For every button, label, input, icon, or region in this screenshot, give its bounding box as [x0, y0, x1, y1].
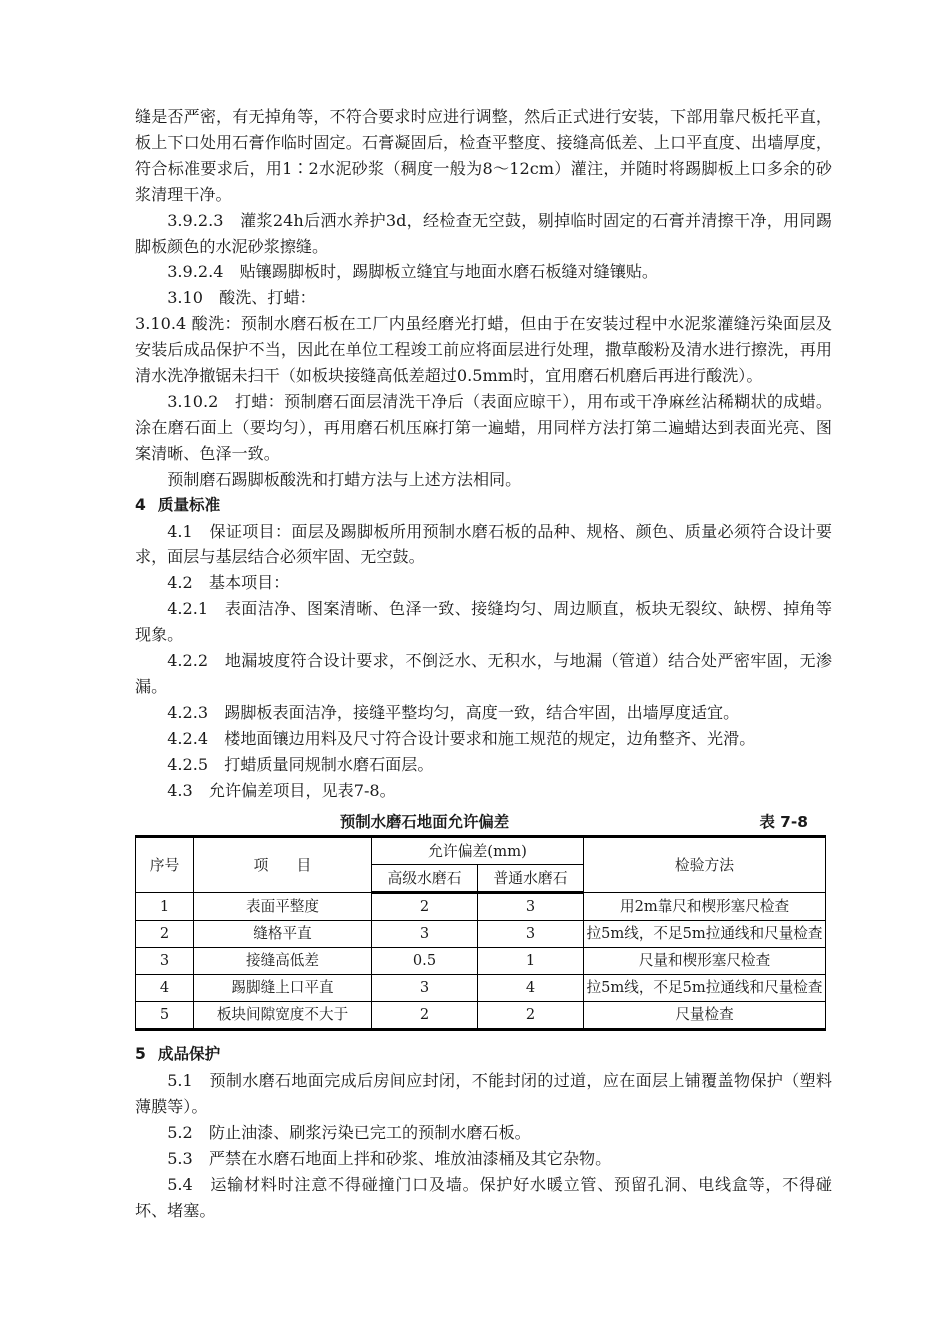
table-row [136, 1002, 826, 1030]
paragraph-3-9-2-4: 3.9.2.4 贴镶踢脚板时，踢脚板立缝宜与地面水磨石板缝对缝镶贴。 [167, 262, 659, 282]
section-heading-quality [135, 493, 832, 519]
table-header-deviation-group: 允许偏差(mm) [372, 837, 584, 865]
cell-ordinary: 3 [478, 893, 584, 921]
allowable-deviation-table [135, 835, 826, 1031]
table-row [136, 948, 826, 975]
table-caption-number: 表 7-8 [759, 813, 808, 832]
table-header-ordinary: 普通水磨石 [478, 865, 584, 893]
paragraph-5-1: 5.1 预制水磨石地面完成后房间应封闭，不能封闭的过道，应在面层上铺覆盖物保护（塑料薄膜等）。 [135, 1071, 832, 1117]
paragraph-3-10-4: 3.10.4 酸洗：预制水磨石板在工厂内虽经磨光打蜡，但由于在安装过程中水泥浆灌缝污染面层及安装后成品保护不当，因此在单位工程竣工前应将面层进行处理，撒草酸粉及清水进行擦洗，再用清水洗净撤锯未扫干（如板块接缝高低差超过0.5mm时，宜用磨石机磨后再进行酸洗）。 [135, 314, 832, 386]
section-number-quality: 4 [135, 495, 146, 514]
cell-method: 用2m靠尺和楔形塞尺检查 [584, 893, 826, 921]
cell-item: 踢脚缝上口平直 [194, 975, 372, 1002]
cell-item: 表面平整度 [194, 893, 372, 921]
paragraph-4-2-3: 4.2.3 踢脚板表面洁净，接缝平整均匀，高度一致，结合牢固，出墙厚度适宜。 [167, 702, 740, 722]
cell-ordinary: 1 [478, 948, 584, 975]
paragraph-4-2-5: 4.2.5 打蜡质量同规制水磨石面层。 [167, 754, 434, 774]
cell-high-grade: 0.5 [372, 948, 478, 975]
spacer-after-table [135, 1031, 832, 1042]
paragraph-3-10: 3.10 酸洗、打蜡： [167, 288, 316, 308]
paragraph-4-2-1: 4.2.1 表面洁净、图案清晰、色泽一致、接缝均匀、周边顺直，板块无裂纹、缺楞、掉角等现象。 [135, 599, 832, 645]
table-header-seq: 序号 [136, 837, 194, 893]
cell-high-grade: 3 [372, 921, 478, 948]
cell-method: 拉5m线，不足5m拉通线和尺量检查 [584, 921, 826, 948]
paragraph-4-1: 4.1 保证项目：面层及踢脚板所用预制水磨石板的品种、规格、颜色、质量必须符合设计要求，面层与基层结合必须牢固、无空鼓。 [135, 521, 832, 567]
cell-seq: 4 [136, 975, 194, 1002]
table-header-row-top [136, 837, 826, 865]
section-title-protection: 成品保护 [157, 1045, 221, 1064]
cell-ordinary: 4 [478, 975, 584, 1002]
paragraph-3-9-2-3: 3.9.2.3 灌浆24h后洒水养护3d，经检查无空鼓，剔掉临时固定的石膏并清擦干净，用同踢脚板颜色的水泥砂浆擦缝。 [135, 210, 832, 256]
paragraph-4-2-4: 4.2.4 楼地面镶边用料及尺寸符合设计要求和施工规范的规定，边角整齐、光滑。 [167, 728, 756, 748]
paragraph-5-3: 5.3 严禁在水磨石地面上拌和砂浆、堆放油漆桶及其它杂物。 [167, 1149, 612, 1169]
cell-ordinary: 2 [478, 1002, 584, 1030]
table-header-item-label: 项 目 [253, 856, 319, 874]
cell-item: 板块间隙宽度不大于 [194, 1002, 372, 1030]
table-header-item [194, 837, 372, 893]
cell-seq: 1 [136, 893, 194, 921]
paragraph-5-4: 5.4 运输材料时注意不得碰撞门口及墙。保护好水暖立管、预留孔洞、电线盒等，不得碰坏、堵塞。 [135, 1175, 832, 1220]
paragraph-3-10-2: 3.10.2 打蜡：预制磨石面层清洗干净后（表面应晾干），用布或干净麻丝沾稀糊状的成蜡。涂在磨石面上（要均匀），再用磨石机压麻打第一遍蜡，用同样方法打第二遍蜡达到表面光亮、图案清晰、色泽一致。 [135, 391, 832, 463]
table-header-method: 检验方法 [584, 837, 826, 893]
cell-method: 尺量和楔形塞尺检查 [584, 948, 826, 975]
cell-high-grade: 2 [372, 1002, 478, 1030]
cell-seq: 3 [136, 948, 194, 975]
cell-item: 缝格平直 [194, 921, 372, 948]
document-body [135, 104, 832, 1224]
cell-seq: 5 [136, 1002, 194, 1030]
paragraph-5-2: 5.2 防止油漆、刷浆污染已完工的预制水磨石板。 [167, 1123, 531, 1143]
table-caption-title: 预制水磨石地面允许偏差 [339, 813, 510, 832]
table-header-high-grade: 高级水磨石 [372, 865, 478, 893]
cell-seq: 2 [136, 921, 194, 948]
cell-high-grade: 2 [372, 893, 478, 921]
cell-ordinary: 3 [478, 921, 584, 948]
paragraph-skirting-same: 预制磨石踢脚板酸洗和打蜡方法与上述方法相同。 [167, 469, 522, 489]
table-caption [135, 810, 832, 835]
table-row [136, 975, 826, 1002]
paragraph-4-2: 4.2 基本项目： [167, 573, 290, 593]
section-title-quality: 质量标准 [157, 495, 221, 514]
paragraph-4-3: 4.3 允许偏差项目，见表7-8。 [167, 780, 396, 800]
table-row [136, 921, 826, 948]
deviation-table-block [135, 810, 832, 1031]
table-row [136, 893, 826, 921]
paragraph-4-2-2: 4.2.2 地漏坡度符合设计要求，不倒泛水、无积水，与地漏（管道）结合处严密牢固，无渗漏。 [135, 651, 832, 696]
section-heading-protection [135, 1042, 832, 1068]
section-number-protection: 5 [135, 1045, 146, 1064]
cell-high-grade: 3 [372, 975, 478, 1002]
paragraph-continued-install: 缝是否严密，有无掉角等，不符合要求时应进行调整，然后正式进行安装，下部用靠尺板托平直，板上下口处用石膏作临时固定。石膏凝固后，检查平整度、接缝高低差、上口平直度、出墙厚度，符合标准要求后，用1∶2水泥砂浆（稠度一般为8～12cm）灌注，并随时将踢脚板上口多余的砂浆清理干净。 [135, 107, 832, 204]
cell-method: 尺量检查 [584, 1002, 826, 1030]
cell-method: 拉5m线，不足5m拉通线和尺量检查 [584, 975, 826, 1002]
cell-item: 接缝高低差 [194, 948, 372, 975]
